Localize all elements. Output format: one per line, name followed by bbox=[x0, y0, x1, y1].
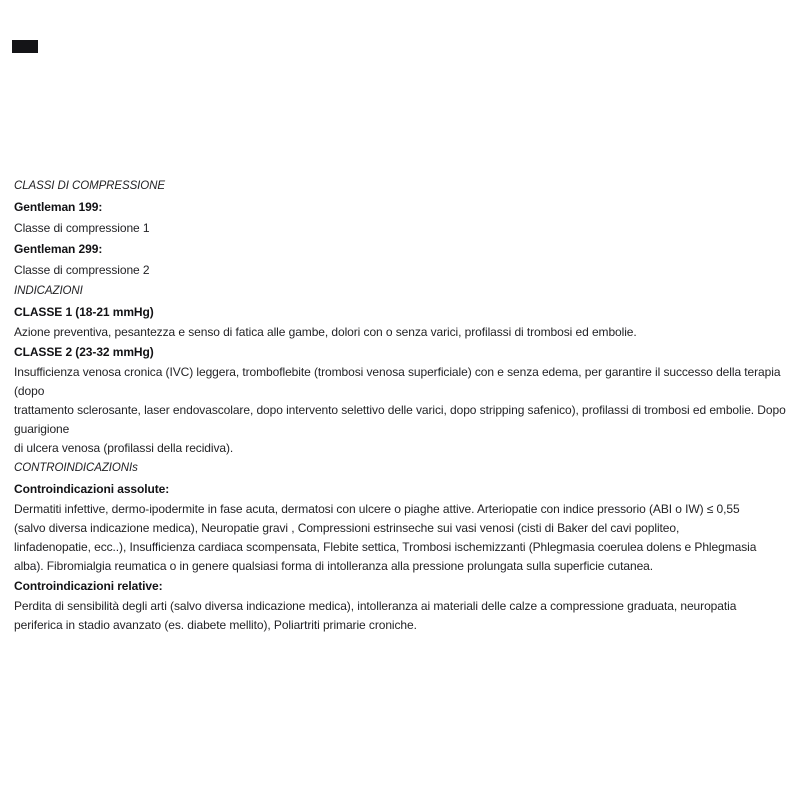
text-line: (salvo diversa indicazione medica), Neuropatie gravi , Compressioni estrinseche sui vasi venosi (cisti di Baker del cavi popliteo, bbox=[14, 521, 680, 535]
page-corner-marker bbox=[12, 40, 38, 53]
controindicazioni-relative-description bbox=[14, 597, 786, 635]
classe-2-title: CLASSE 2 (23-32 mmHg) bbox=[14, 345, 154, 359]
text-line: alba). Fibromialgia reumatica o in genere qualsiasi forma di intolleranza alla pressione prolungata sulla superficie cutanea. bbox=[14, 559, 654, 573]
classe-1-description bbox=[14, 323, 786, 342]
text-line: Dermatiti infettive, dermo-ipodermite in fase acuta, dermatosi con ulcere o piaghe attive. Arteriopatie con indice pressorio (ABI o IW) ≤ 0,55 bbox=[14, 502, 740, 516]
text-line: di ulcera venosa (profilassi della recidiva). bbox=[14, 441, 234, 455]
text-line: linfadenopatie, ecc..), Insufficienza cardiaca scompensata, Flebite settica, Trombosi ischemizzanti (Phlegmasia coerulea dolens e Phlegmasia bbox=[14, 540, 757, 554]
text-line: Insufficienza venosa cronica (IVC) leggera, tromboflebite (trombosi venosa superficiale) con e senza edema, per garantire il successo della terapia (dopo bbox=[14, 365, 781, 398]
classe-1-title: CLASSE 1 (18-21 mmHg) bbox=[14, 305, 154, 319]
section-header-classi-di-compressione: CLASSI DI COMPRESSIONE bbox=[14, 180, 165, 192]
product-label-gentleman-199: Gentleman 199: bbox=[14, 200, 103, 214]
controindicazioni-assolute-title: Controindicazioni assolute: bbox=[14, 482, 170, 496]
controindicazioni-assolute-description bbox=[14, 500, 786, 576]
classe-2-description bbox=[14, 363, 786, 458]
text-line: Azione preventiva, pesantezza e senso di fatica alle gambe, dolori con o senza varici, profilassi di trombosi ed embolie. bbox=[14, 325, 637, 339]
product-class-gentleman-299: Classe di compressione 2 bbox=[14, 263, 150, 277]
section-header-indicazioni: INDICAZIONI bbox=[14, 285, 83, 297]
text-line: Perdita di sensibilità degli arti (salvo diversa indicazione medica), intolleranza ai materiali delle calze a compressione graduata, neuropatia bbox=[14, 599, 737, 613]
document-content bbox=[14, 176, 786, 635]
controindicazioni-relative-title: Controindicazioni relative: bbox=[14, 579, 163, 593]
product-class-gentleman-199: Classe di compressione 1 bbox=[14, 221, 150, 235]
text-line: periferica in stadio avanzato (es. diabete mellito), Poliartriti primarie croniche. bbox=[14, 618, 417, 632]
section-header-controindicazioni: CONTROINDICAZIONIs bbox=[14, 462, 138, 474]
text-line: trattamento sclerosante, laser endovascolare, dopo intervento selettivo delle varici, dopo stripping safenico), profilassi di trombosi ed embolie. Dopo guarigione bbox=[14, 403, 786, 436]
product-label-gentleman-299: Gentleman 299: bbox=[14, 242, 103, 256]
